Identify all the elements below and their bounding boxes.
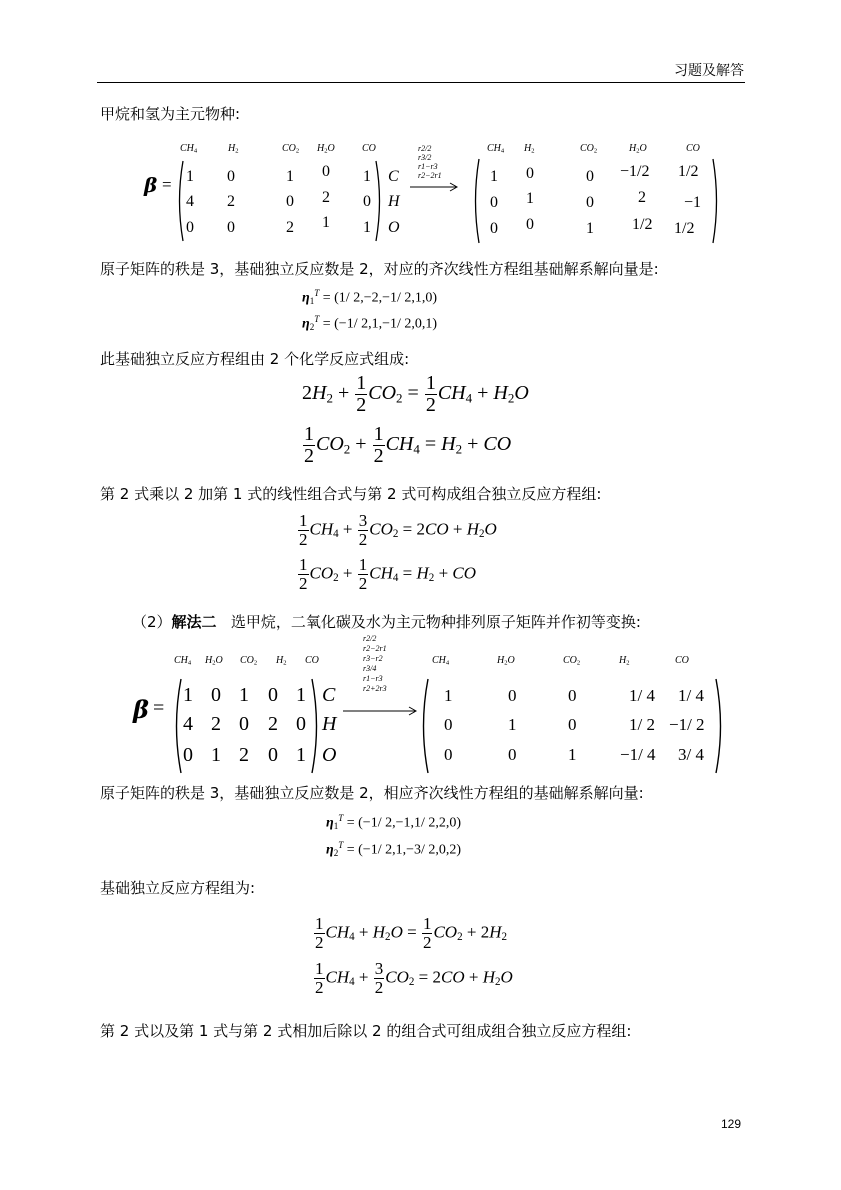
matrix-cell: −1/ 2 (669, 715, 705, 734)
equals-sign: = (162, 175, 172, 194)
row-op: r2−2r1 (418, 171, 442, 180)
matrix-cell: 0 (490, 220, 498, 237)
col-label: $H_2O$ (629, 143, 647, 155)
row-label: C (388, 168, 399, 185)
matrix-cell: 1/ 4 (629, 686, 655, 705)
matrix-cell: 0 (227, 219, 235, 236)
eta1-vector-2: $\eta_1^T = (-1/$ 2,−1,1/ 2,2,0) (326, 813, 462, 831)
eta2-vector: $\eta_2^T = (-1/$ 2,1,−1/ 2,0,1) (302, 314, 438, 332)
reaction-1: $2H_2$ + $\frac{1}{2}$ $CO_2$ = $\frac{1}{2}$ $CH_4 + H_2O$ (302, 372, 529, 416)
matrix-cell: 2 (638, 189, 646, 206)
matrix-cell: 0 (322, 163, 330, 180)
matrix-cell: 1 (444, 686, 453, 705)
matrix-cell: 2 (211, 713, 221, 735)
col-label: $CH_4$ (180, 143, 198, 155)
matrix-cell: 1 (363, 168, 371, 185)
matrix-cell: 0 (268, 684, 278, 706)
matrix-cell: 0 (444, 745, 453, 764)
matrix-cell: 1 (296, 684, 306, 706)
eta1-vector: $\eta_1^T = (1/$ 2,−2,−1/ 2,1,0) (302, 288, 438, 306)
matrix-cell: 0 (568, 686, 577, 705)
matrix-cell: 3/ 4 (678, 745, 704, 764)
matrix2-left-bracket (171, 678, 183, 774)
matrix-cell: 0 (227, 168, 235, 185)
s2-reaction-1: $\frac{1}{2}$ $CH_4 + H_2O$ = $\frac{1}{2}$ $CO_2 + 2H_2$ (315, 914, 507, 952)
matrix-cell: 0 (490, 194, 498, 211)
matrix-cell: 4 (183, 713, 193, 735)
section2-heading: （2）解法二 选甲烷，二氧化碳及水为主元物种排列原子矩阵并作初等变换: (132, 613, 641, 631)
matrix-cell: 1 (296, 744, 306, 766)
matrix-cell: 1 (322, 214, 330, 231)
matrix1-right-bracket (374, 160, 384, 242)
basis-text-1: 此基础独立反应方程组由 2 个化学反应式组成: (100, 350, 410, 368)
row-op: r2/2 (363, 634, 377, 643)
matrix-cell: 0 (286, 193, 294, 210)
rank-text-1: 原子矩阵的秩是 3，基础独立反应数是 2，对应的齐次线性方程组基础解系解向量是: (100, 260, 659, 278)
matrix-cell: 1 (186, 168, 194, 185)
row-label: O (322, 744, 337, 766)
col-label: $H_2$ (228, 143, 239, 155)
matrix-cell: 1/2 (674, 220, 695, 237)
col-label: $CO_2$ (282, 143, 300, 155)
page-number: 129 (721, 1117, 742, 1131)
row-op: r3−r2 (363, 654, 383, 663)
matrix-cell: 0 (508, 686, 517, 705)
col-label: $CO_2$ (563, 655, 581, 667)
matrix1-left-bracket (175, 160, 185, 242)
matrix-cell: 1 (363, 219, 371, 236)
col-label: $H_2O$ (205, 655, 223, 667)
matrix-cell: −1/2 (620, 163, 650, 180)
matrix-cell: 0 (239, 713, 249, 735)
reaction-2: $\frac{1}{2}$ $CO_2$ + $\frac{1}{2}$ $CH_4 = H_2$ + CO (304, 423, 512, 467)
matrix-cell: 0 (526, 165, 534, 182)
matrix-cell: 1/ 4 (678, 686, 704, 705)
row-label: C (322, 684, 336, 706)
row-op: r2−2r1 (363, 644, 387, 653)
matrix-cell: 0 (363, 193, 371, 210)
matrix-cell: 1 (286, 168, 294, 185)
beta-symbol: β (133, 695, 149, 724)
page-header-title: 习题及解答 (674, 63, 744, 79)
matrix-cell: 0 (296, 713, 306, 735)
matrix-cell: 1/ 2 (629, 715, 655, 734)
matrix-cell: −1/ 4 (620, 745, 656, 764)
col-label: $H_2O$ (317, 143, 335, 155)
col-label: CO (686, 143, 700, 154)
combo-text: 第 2 式乘以 2 加第 1 式的线性组合式与第 2 式可构成组合独立反应方程组: (100, 485, 602, 503)
basis-text-2: 基础独立反应方程组为: (100, 879, 256, 897)
final-text: 第 2 式以及第 1 式与第 2 式相加后除以 2 的组合式可组成组合独立反应方程组: (100, 1022, 632, 1040)
matrix-cell: 0 (186, 219, 194, 236)
row-op: r3/2 (418, 153, 432, 162)
col-label: $H_2O$ (497, 655, 515, 667)
matrix-cell: 1/2 (678, 163, 699, 180)
transform-arrow (410, 182, 460, 192)
beta-symbol: β (144, 173, 158, 197)
col-label: $CO_2$ (580, 143, 598, 155)
rank-text-2: 原子矩阵的秩是 3，基础独立反应数是 2，相应齐次线性方程组的基础解系解向量: (100, 784, 644, 802)
col-label: $CH_4$ (487, 143, 505, 155)
matrix2-row-operations (363, 634, 387, 694)
col-label: $H_2$ (524, 143, 535, 155)
matrix1-row-operations (418, 144, 442, 180)
transform-arrow (343, 706, 419, 716)
matrix-cell: 1 (508, 715, 517, 734)
matrix-cell: 1 (586, 220, 594, 237)
result1-right-bracket (711, 158, 721, 244)
col-label: CO (305, 655, 319, 666)
eta2-vector-2: $\eta_2^T = (-1/$ 2,1,−3/ 2,0,2) (326, 840, 462, 858)
matrix-cell: 1/2 (632, 216, 653, 233)
matrix-cell: 2 (286, 219, 294, 236)
col-label: $CH_4$ (432, 655, 450, 667)
matrix-cell: 2 (239, 744, 249, 766)
matrix-cell: 0 (183, 744, 193, 766)
row-label: H (322, 713, 337, 735)
matrix-cell: 1 (568, 745, 577, 764)
row-op: r2/2 (418, 144, 432, 153)
matrix-cell: 4 (186, 193, 194, 210)
matrix-cell: 2 (322, 189, 330, 206)
matrix-cell: 1 (183, 684, 193, 706)
intro-text: 甲烷和氢为主元物种: (100, 105, 241, 123)
matrix-cell: 0 (568, 715, 577, 734)
matrix-cell: 2 (227, 193, 235, 210)
matrix-cell: 1 (490, 168, 498, 185)
matrix-cell: 1 (526, 190, 534, 207)
s2-reaction-2: $\frac{1}{2}$ $CH_4$ + $\frac{3}{2}$ $CO_2 = 2CO + H_2O$ (315, 959, 513, 997)
result1-left-bracket (471, 158, 481, 244)
matrix-cell: 0 (586, 194, 594, 211)
matrix-cell: 0 (444, 715, 453, 734)
row-label: O (388, 219, 400, 236)
row-label: H (388, 193, 400, 210)
matrix2-right-bracket (310, 678, 322, 774)
matrix-cell: 0 (526, 216, 534, 233)
row-op: r3/4 (363, 664, 377, 673)
col-label: CO (675, 655, 689, 666)
combo-reaction-2: $\frac{1}{2}$ $CO_2$ + $\frac{1}{2}$ $CH_4 = H_2$ + CO (299, 555, 477, 593)
row-op: r1−r3 (418, 162, 438, 171)
matrix-cell: −1 (684, 194, 702, 211)
matrix-cell: 1 (239, 684, 249, 706)
col-label: $H_2$ (276, 655, 287, 667)
col-label: CO (362, 143, 376, 154)
header-rule (97, 82, 745, 83)
matrix-cell: 0 (211, 684, 221, 706)
matrix-cell: 1 (211, 744, 221, 766)
equals-sign: = (153, 697, 165, 719)
col-label: $CH_4$ (174, 655, 192, 667)
row-op: r1−r3 (363, 674, 383, 683)
matrix-cell: 2 (268, 713, 278, 735)
matrix-cell: 0 (268, 744, 278, 766)
col-label: $CO_2$ (240, 655, 258, 667)
row-op: r2+2r3 (363, 684, 387, 693)
result2-left-bracket (418, 678, 430, 774)
matrix-cell: 0 (586, 168, 594, 185)
result2-right-bracket (714, 678, 726, 774)
combo-reaction-1: $\frac{1}{2}$ $CH_4$ + $\frac{3}{2}$ $CO_2 = 2CO + H_2O$ (299, 511, 497, 549)
matrix-cell: 0 (508, 745, 517, 764)
col-label: $H_2$ (619, 655, 630, 667)
